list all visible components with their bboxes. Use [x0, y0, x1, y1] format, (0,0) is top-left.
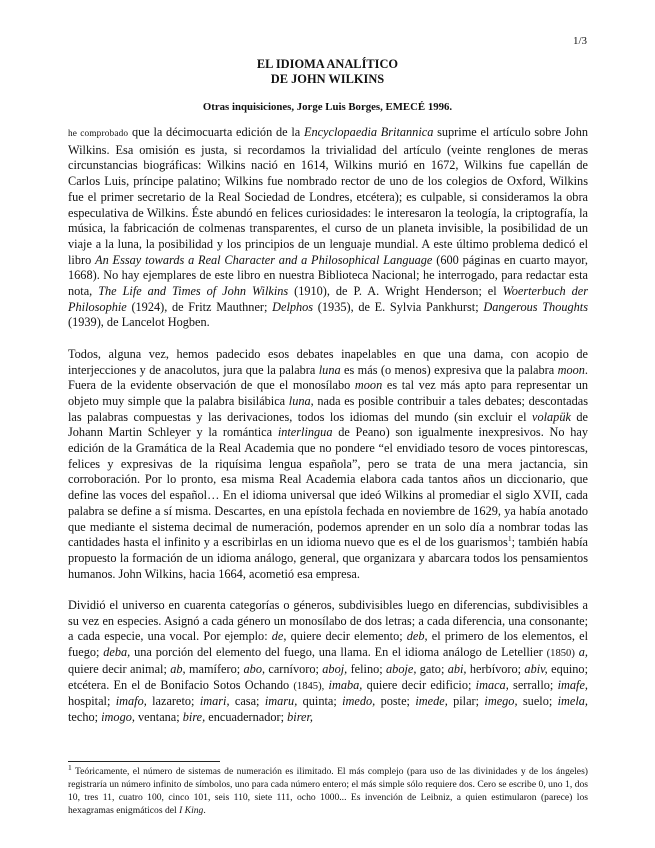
footnote-reference[interactable]: 1	[507, 534, 512, 544]
footnote: $^1$ Teóricamente, el número de sistemas de numeración es ilimitado. El más complejo (para uso de las divinidades y de los ángeles) registraría un número infinito de símbolos, uno para cada número entero; el más simple sólo requiere dos. Cero se escribe 0, uno 1, dos 10, tres 11, cuatro 100, cinco 101, seis 110, siete 111, ocho 1000... Es invención de Leibniz, a quien estimularon (parece) los hexagramas enigmáticos del I King.	[68, 762, 588, 816]
article-body	[68, 125, 588, 726]
title-reference: An Essay towards a Real Character and a Philosophical Language	[95, 252, 433, 267]
title-reference: The Life and Times of John Wilkins	[98, 284, 289, 299]
article-title	[0, 57, 655, 87]
paragraph-3: Dividió el universo en cuarenta categorías o géneros, subdivisibles luego en diferencias, subdivisibles a su vez en especies. Asignó a cada género un monosílabo de dos letras; a cada diferencia, una consonante; a cada especie, una vocal. Por ejemplo: de, quiere decir elemento; deb, el primero de los elementos, el fuego; deba, una porción del elemento del fuego, una llama. En el idioma análogo de Letellier (1850) a, quiere decir animal; ab, mamífero; abo, carnívoro; aboj, felino; aboje, gato; abi, herbívoro; abiv, equino; etcétera. En el de Bonifacio Sotos Ochando (1845), imaba, quiere decir edificio; imaca, serrallo; imafe, hospital; imafo, lazareto; imari, casa; imaru, quinta; imedo, poste; imede, pilar; imego, suelo; imela, techo; imogo, ventana; bire, encuadernador; birer,	[68, 598, 589, 724]
title-reference: Delphos	[272, 299, 314, 314]
title-reference: Encyclopaedia Britannica	[303, 125, 434, 139]
paragraph-1: he comprobado que la décimocuarta edición de la Encyclopaedia Britannica suprime el artículo sobre John Wilkins. Esa omisión es justa, si recordamos la trivialidad del artículo (veinte renglones de meras circunstancias biográficas: Wilkins nació en 1614, Wilkins murió en 1672, Wilkins fue capellán de Carlos Luis, príncipe palatino; Wilkins fue nombrado rector de uno de los colegios de Oxford, Wilkins fue el primer secretario de la Real Sociedad de Londres, etcétera); es culpable, si consideramos la obra especulativa de Wilkins. Éste abundó en felices curiosidades: le interesaron la teología, la criptografía, la música, la fabricación de colmenas transparentes, el curso de un planeta invisible, la posibilidad de un viaje a la luna, la posibilidad y los principios de un lenguaje mundial. A este último problema dedicó el libro An Essay towards a Real Character and a Philosophical Language (600 páginas en cuarto mayor, 1668). No hay ejemplares de este libro en nuestra Biblioteca Nacional; he interrogado, para redactar esta nota, The Life and Times of John Wilkins (1910), de P. A. Wright Henderson; el Woerterbuch der Philosophie (1924), de Fritz Mauthner; Delphos (1935), de E. Sylvia Pankhurst; Dangerous Thoughts (1939), de Lancelot Hogben.	[68, 125, 589, 330]
title-reference: Dangerous Thoughts	[483, 299, 588, 314]
footnote-mark: 1	[68, 762, 72, 772]
source-citation: Otras inquisiciones, Jorge Luis Borges, EMECÉ 1996.	[202, 101, 453, 113]
footnote-divider	[68, 761, 220, 762]
title-line-2: DE JOHN WILKINS	[270, 72, 385, 86]
opening-small-caps: he comprobado	[68, 129, 129, 139]
title-line-1: EL IDIOMA ANALÍTICO	[256, 57, 399, 71]
page-number: 1/3	[572, 35, 587, 47]
paragraph-2: Todos, alguna vez, hemos padecido esos debates inapelables en que una dama, con acopio de interjecciones y de anacolutos, jura que la palabra luna es más (o menos) expresiva que la palabra moon. Fuera de la evidente observación de que el monosílabo moon es tal vez más apto para representar un objeto muy simple que la palabra bisilábica luna, nada es posible contribuir a tales debates; descontadas las palabras compuestas y las derivaciones, todos los idiomas del mundo (sin excluir el volapük de Johann Martin Schleyer y la romántica interlingua de Peano) son igualmente inexpresivos. No hay edición de la Gramática de la Real Academia que no pondere “el envidiado tesoro de voces pintorescas, felices y expresivas de la riquísima lengua española”, pero se trata de una mera jactancia, sin corroboración. Por lo pronto, esa misma Real Academia elabora cada tantos años un diccionario, que define las voces del español… En el idioma universal que ideó Wilkins al promediar el siglo XVII, cada palabra se define a sí misma. Descartes, en una epístola fechada en noviembre de 1629, ya había anotado que mediante el sistema decimal de numeración, podemos aprender en un solo día a nombrar todas las cantidades hasta el infinito y a escribirlas en un idioma nuevo que es el de los guarismos$^1$; también había propuesto la formación de un idioma análogo, general, que organizara y abarcara todos los pensamientos humanos. John Wilkins, hacia 1664, acometió esa empresa.	[68, 346, 589, 581]
title-reference: Woerterbuch der Philosophie	[68, 284, 589, 314]
